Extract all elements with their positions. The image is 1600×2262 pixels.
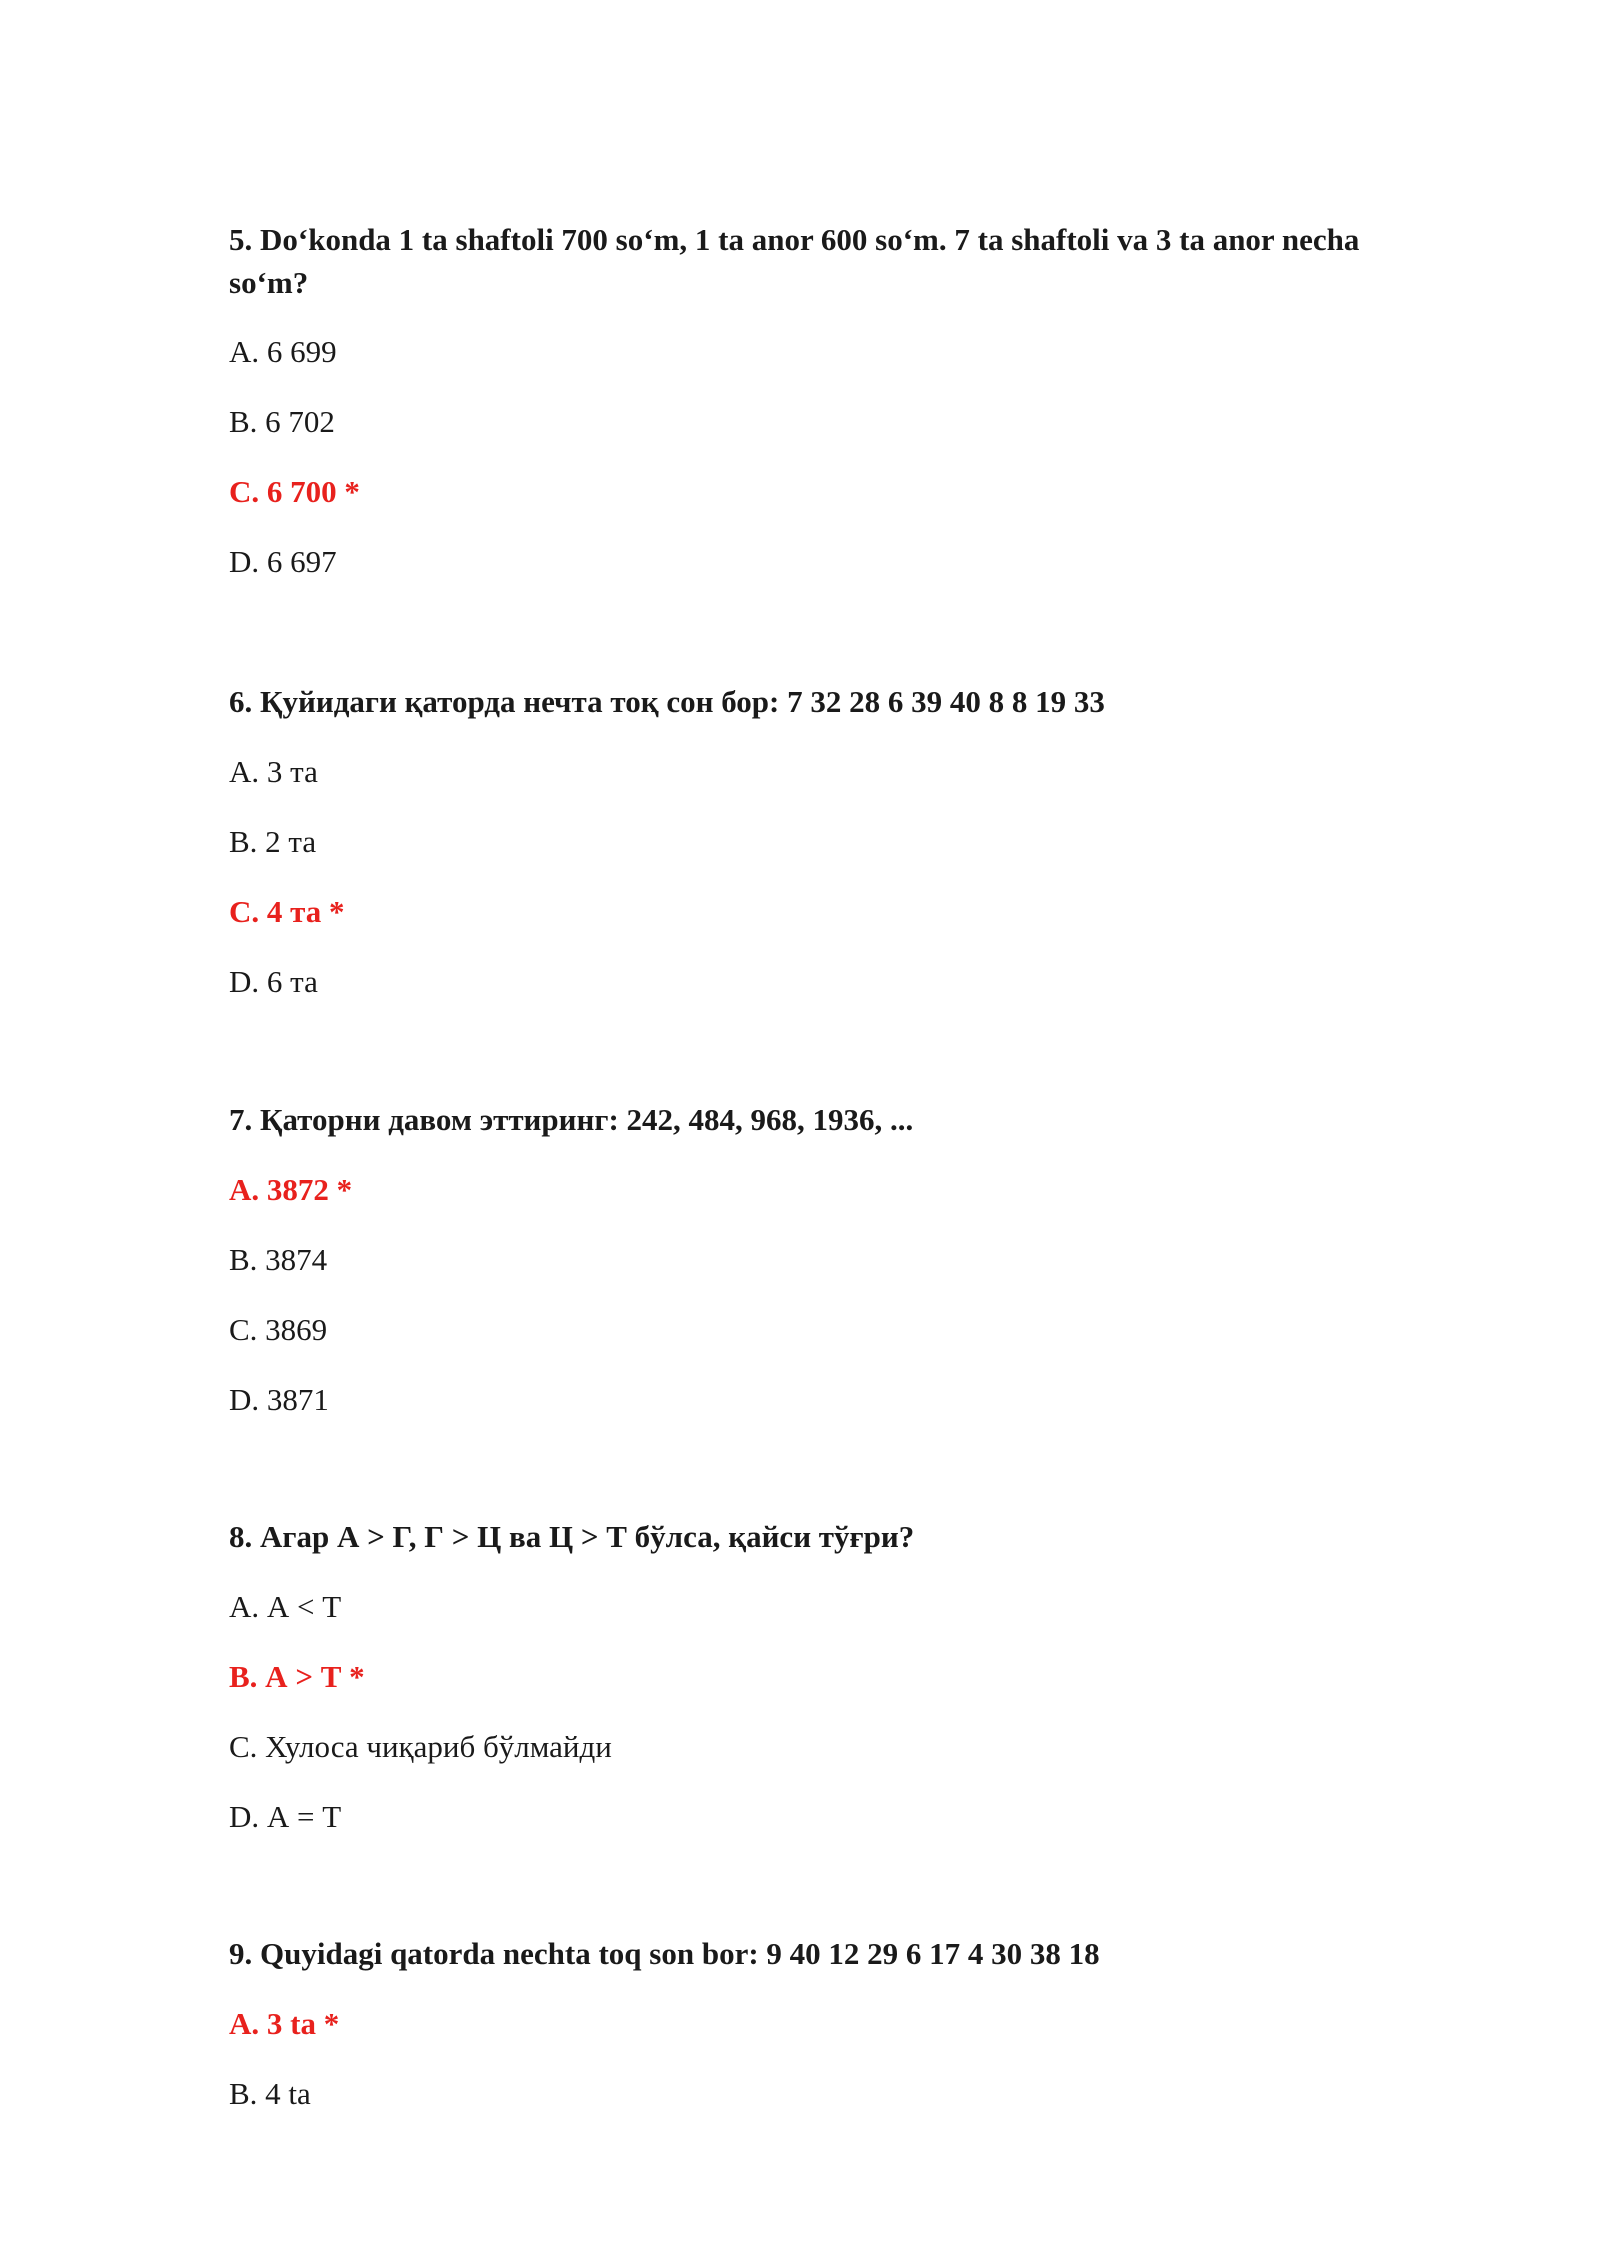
option-c: C. Хулоса чиқариб бўлмайди xyxy=(229,1729,612,1764)
option-a: A. 6 699 xyxy=(229,334,337,369)
option-b: B. 6 702 xyxy=(229,404,335,439)
question-text: 8. Агар А > Г, Г > Ц ва Ц > Т бўлса, қайси тўғри? xyxy=(229,1519,915,1554)
option-b: B. 3874 xyxy=(229,1242,328,1277)
option-b-correct: B. А > Т * xyxy=(229,1659,365,1694)
option-c-correct: C. 6 700 * xyxy=(229,474,360,509)
option-d: D. 3871 xyxy=(229,1382,329,1417)
question-text: 6. Қуйидаги қаторда нечта тоқ сон бор: 7 32 28 6 39 40 8 8 19 33 xyxy=(229,684,1105,719)
options-list xyxy=(229,750,1429,1003)
option-b: B. 2 та xyxy=(229,824,317,859)
option-d: D. 6 697 xyxy=(229,544,337,579)
question-text: 7. Қаторни давом эттиринг: 242, 484, 968, 1936, ... xyxy=(229,1102,914,1137)
option-d: D. А = Т xyxy=(229,1799,342,1834)
question-9 xyxy=(229,1932,1429,2115)
option-c-correct: C. 4 та * xyxy=(229,894,345,929)
question-8 xyxy=(229,1515,1429,1838)
question-5 xyxy=(229,218,1429,583)
question-text: 9. Quyidagi qatorda nechta toq son bor: 9 40 12 29 6 17 4 30 38 18 xyxy=(229,1936,1100,1971)
options-list xyxy=(229,1585,1429,1838)
option-a-correct: A. 3872 * xyxy=(229,1172,353,1207)
option-a-correct: A. 3 ta * xyxy=(229,2006,340,2041)
options-list xyxy=(229,330,1429,583)
option-c: C. 3869 xyxy=(229,1312,328,1347)
options-list xyxy=(229,2002,1429,2115)
option-d: D. 6 та xyxy=(229,964,318,999)
question-7 xyxy=(229,1098,1429,1421)
options-list xyxy=(229,1168,1429,1421)
option-a: A. 3 та xyxy=(229,754,318,789)
question-6 xyxy=(229,680,1429,1003)
option-a: A. А < Т xyxy=(229,1589,342,1624)
question-text: 5. Do‘konda 1 ta shaftoli 700 so‘m, 1 ta anor 600 so‘m. 7 ta shaftoli va 3 ta anor necha so‘m? xyxy=(229,222,1360,300)
option-b: B. 4 ta xyxy=(229,2076,311,2111)
